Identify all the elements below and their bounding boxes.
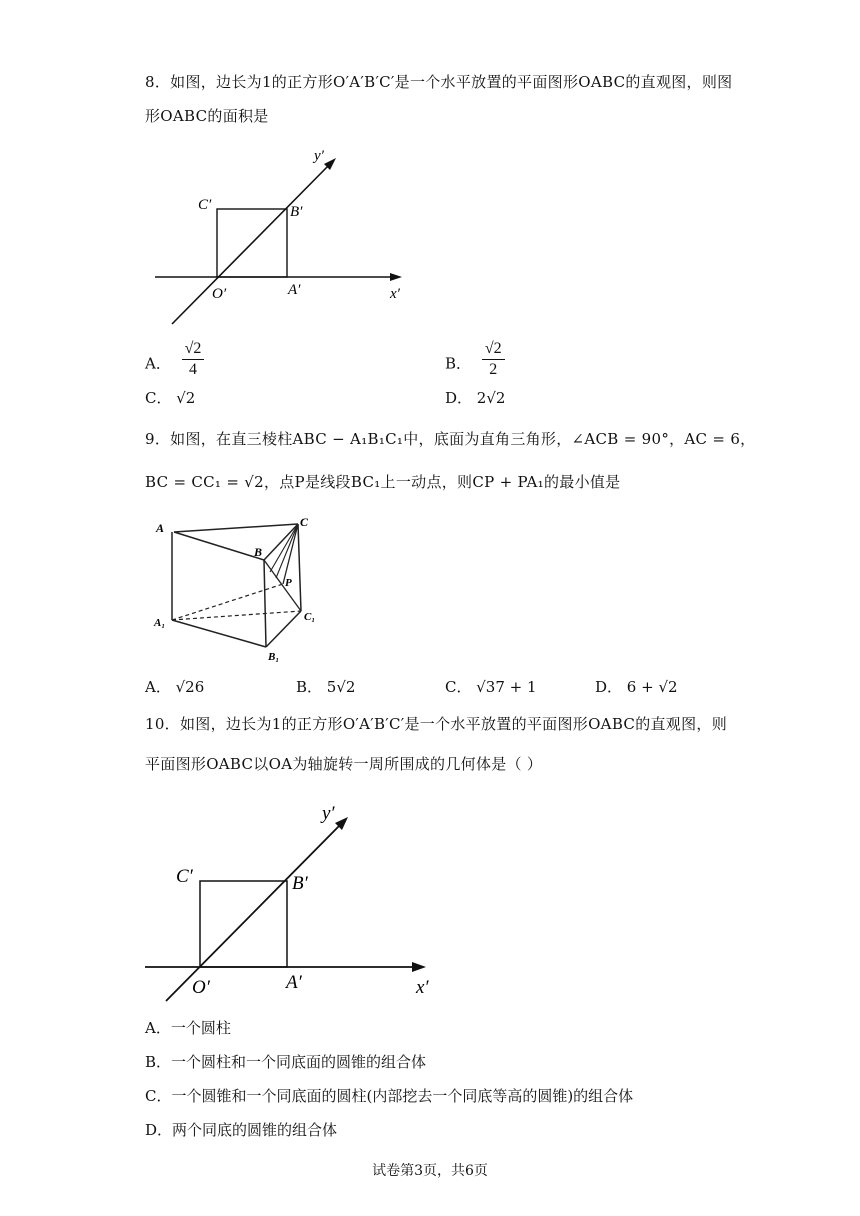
q10-stem-line1: 10．如图，边长为1的正方形O′A′B′C′是一个水平放置的平面图形OABC的直观图，则 [145, 715, 727, 733]
q10-point-b: B′ [292, 873, 308, 894]
q9-option-b: B． 5√2 [296, 678, 356, 696]
q8-figure [140, 140, 430, 330]
q9-label-a1: A₁ [154, 617, 166, 629]
q8-y-axis-label: y′ [314, 148, 324, 164]
q10-option-c: C．一个圆锥和一个同底面的圆柱(内部挖去一个同底等高的圆锥)的组合体 [145, 1087, 634, 1105]
q8-option-a [145, 340, 204, 380]
q10-stem-line2: 平面图形OABC以OA为轴旋转一周所围成的几何体是（ ） [145, 755, 543, 773]
q9-prism-figure [150, 510, 330, 665]
q9-option-c: C． √37 + 1 [445, 678, 537, 696]
q8-option-b-fraction [482, 339, 505, 380]
q10-figure [140, 795, 450, 1010]
page-footer: 试卷第3页，共6页 [372, 1163, 488, 1179]
q8-point-a: A′ [288, 282, 301, 298]
q9-label-a: A [156, 521, 165, 535]
q8-stem-line2: 形OABC的面积是 [145, 107, 269, 125]
q8-option-b-denominator: 2 [489, 361, 498, 378]
q9-stem-line1: 9．如图，在直三棱柱ABC − A₁B₁C₁中，底面为直角三角形，∠ACB = 90°，AC = 6， [145, 430, 756, 448]
q9-stem-line2: BC = CC₁ = √2，点P是线段BC₁上一动点，则CP + PA₁的最小值是 [145, 473, 621, 491]
q10-point-c: C′ [176, 866, 193, 887]
q8-option-a-label: A． [145, 354, 171, 373]
q8-x-axis-label: x′ [390, 286, 400, 302]
q8-option-a-denominator: 4 [189, 361, 198, 378]
q10-point-a: A′ [286, 972, 302, 993]
q10-x-axis-label: x′ [416, 977, 429, 998]
q10-option-a: A．一个圆柱 [145, 1019, 231, 1037]
q8-option-c: C． √2 [145, 389, 196, 407]
q8-option-d: D． 2√2 [445, 389, 506, 407]
q8-option-a-numerator: √2 [182, 339, 205, 360]
q8-stem-line1: 8．如图，边长为1的正方形O′A′B′C′是一个水平放置的平面图形OABC的直观图，则图 [145, 73, 733, 91]
q9-label-b1: B₁ [268, 651, 280, 663]
q8-point-c: C′ [198, 197, 212, 213]
q9-option-a: A． √26 [145, 678, 205, 696]
q9-option-d: D． 6 + √2 [595, 678, 678, 696]
q9-label-b: B [254, 545, 263, 559]
q10-point-o: O′ [192, 977, 210, 998]
q9-label-p: P [285, 577, 292, 589]
q10-option-b: B．一个圆柱和一个同底面的圆锥的组合体 [145, 1053, 427, 1071]
q8-point-o: O′ [212, 286, 227, 302]
q8-point-b: B′ [290, 204, 303, 220]
q8-option-b-numerator: √2 [482, 339, 505, 360]
q10-y-axis-label: y′ [322, 803, 335, 824]
q9-label-c: C [300, 515, 309, 529]
q8-option-b [445, 340, 505, 380]
q9-label-c1: C₁ [304, 611, 316, 623]
q8-option-b-label: B． [445, 354, 472, 373]
q10-option-d: D．两个同底的圆锥的组合体 [145, 1121, 338, 1139]
q8-option-a-fraction [182, 339, 205, 380]
